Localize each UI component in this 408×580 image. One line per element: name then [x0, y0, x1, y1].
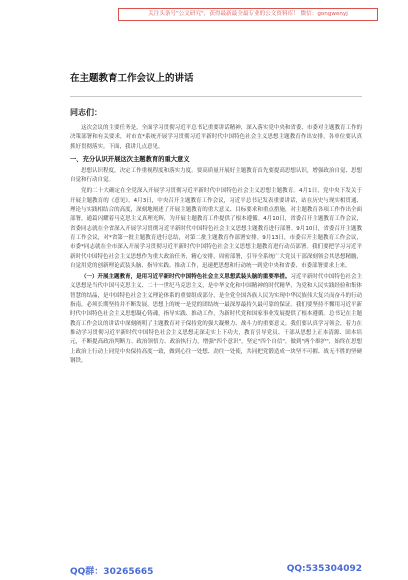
paragraph-2: 思想认识程度，决定工作重视程度和落实力度。要高质量开展好主题教育首先要提高思想认识，增强政治自觉、思想自觉和行动自觉。 — [70, 167, 362, 184]
qq-number: QQ:535304092 — [286, 564, 362, 574]
subheading-1: （一）开展主题教育，是用习近平新时代中国特色社会主义思想武装头脑的重要举措。 — [81, 274, 291, 281]
document-title: 在主题教育工作会议上的讲话 — [70, 73, 194, 84]
section-heading-1: 一、充分认识开展这次主题教育的重大意义 — [70, 155, 190, 163]
paragraph-3: 党的二十大确定在全党深入开展学习贯彻习近平新时代中国特色社会主义思想主题教育。4月1日，党中央下发关于开展主题教育的《意见》。4月3日，中央召开主题教育工作会议，习近平总书记发表重要讲话，站在历史与现实相贯通、理论与实践相结合的高度，深刻地阐述了开展主题教育的重大意义、目标要求和重点措施，对主题教育各项工作作出全面部署，通篇闪耀着马克思主义真理光辉，为开展主题教育工作提供了根本遵循。4月10日，省委召开主题教育工作会议，省委同志就在全省深入开展学习贯彻习近平新时代中国特色社会主义思想主题教育进行部署。9月10日，省委召开主题教育工作会议，对*省第一批主题教育进行总结，对第二批主题教育作部署安排。9月13日，市委召开主题教育工作会议，市委*同志就在全市深入开展学习贯彻习近平新时代中国特色社会主义思想主题教育进行动员部署。我们要把学习习近平新时代中国特色社会主义思想作为重大政治任务，精心安排，周密部署，引导全系统广大党员干部深刻领会其思想精髓，自觉用党的创新理论武装头脑、指导实践、推动工作，迅速把思想和行动统一到党中央和省委、市委部署要求上来。 — [70, 188, 362, 269]
footer-contacts — [70, 564, 362, 577]
title-divider — [70, 96, 362, 97]
paragraph-4 — [70, 273, 362, 366]
promo-banner: 关注头条号"公文研究"，获得最新最全最专业的公文资料库！ 微信：gongwenyj — [118, 8, 378, 21]
paragraph-intro: 这次会议的主要任务是，全面学习贯彻习近平总书记重要讲话精神，深入落实党中央和省委、市委对主题教育工作的决策部署和有关要求，对市直*系统开展学习贯彻习近平新时代中国特色社会主义思想主题教育作出安排，各单位要认真抓好贯彻落实。下面，我讲几点意见。 — [70, 125, 362, 150]
greeting: 同志们： — [70, 108, 102, 117]
paragraph-4-body: 习近平新时代中国特色社会主义思想是当代中国马克思主义、二十一世纪马克思主义，是中华文化和中国精神的时代精华，为党和人民实践经验和集体智慧的结晶，是中国特色社会主义理论体系的重要组成部分，是全党全国各族人民为实现中华民族伟大复兴而奋斗的行动指南，必须长期坚持并不断发展。思想上的统一是党的团结统一最深厚最持久最可靠的保证。我们要坚持不懈用习近平新时代中国特色社会主义思想凝心铸魂，指导实践、推动工作，为新时代党和国家事业发展提供了根本遵循。总书记在主题教育工作会议的讲话中深刻阐明了主题教育对于保持党的强大凝聚力、战斗力的重要意义。我们要认真学习领会，着力在推动学习贯彻习近平新时代中国特色社会主义思想走深走实上下功夫，教育引导党员、干部从思想上正本清源、固本培元，不断提高政治判断力、政治领悟力、政治执行力，增强"四个意识"，坚定"四个自信"，做到"两个维护"，始终在思想上政治上行动上同党中央保持高度一致，做到心往一处想、劲往一处使，共同把党锻造成一块坚不可摧、战无不胜的坚硬钢铁。 — [70, 274, 362, 364]
document-page — [70, 36, 362, 561]
qq-group: QQ群：30265665 — [70, 567, 154, 577]
